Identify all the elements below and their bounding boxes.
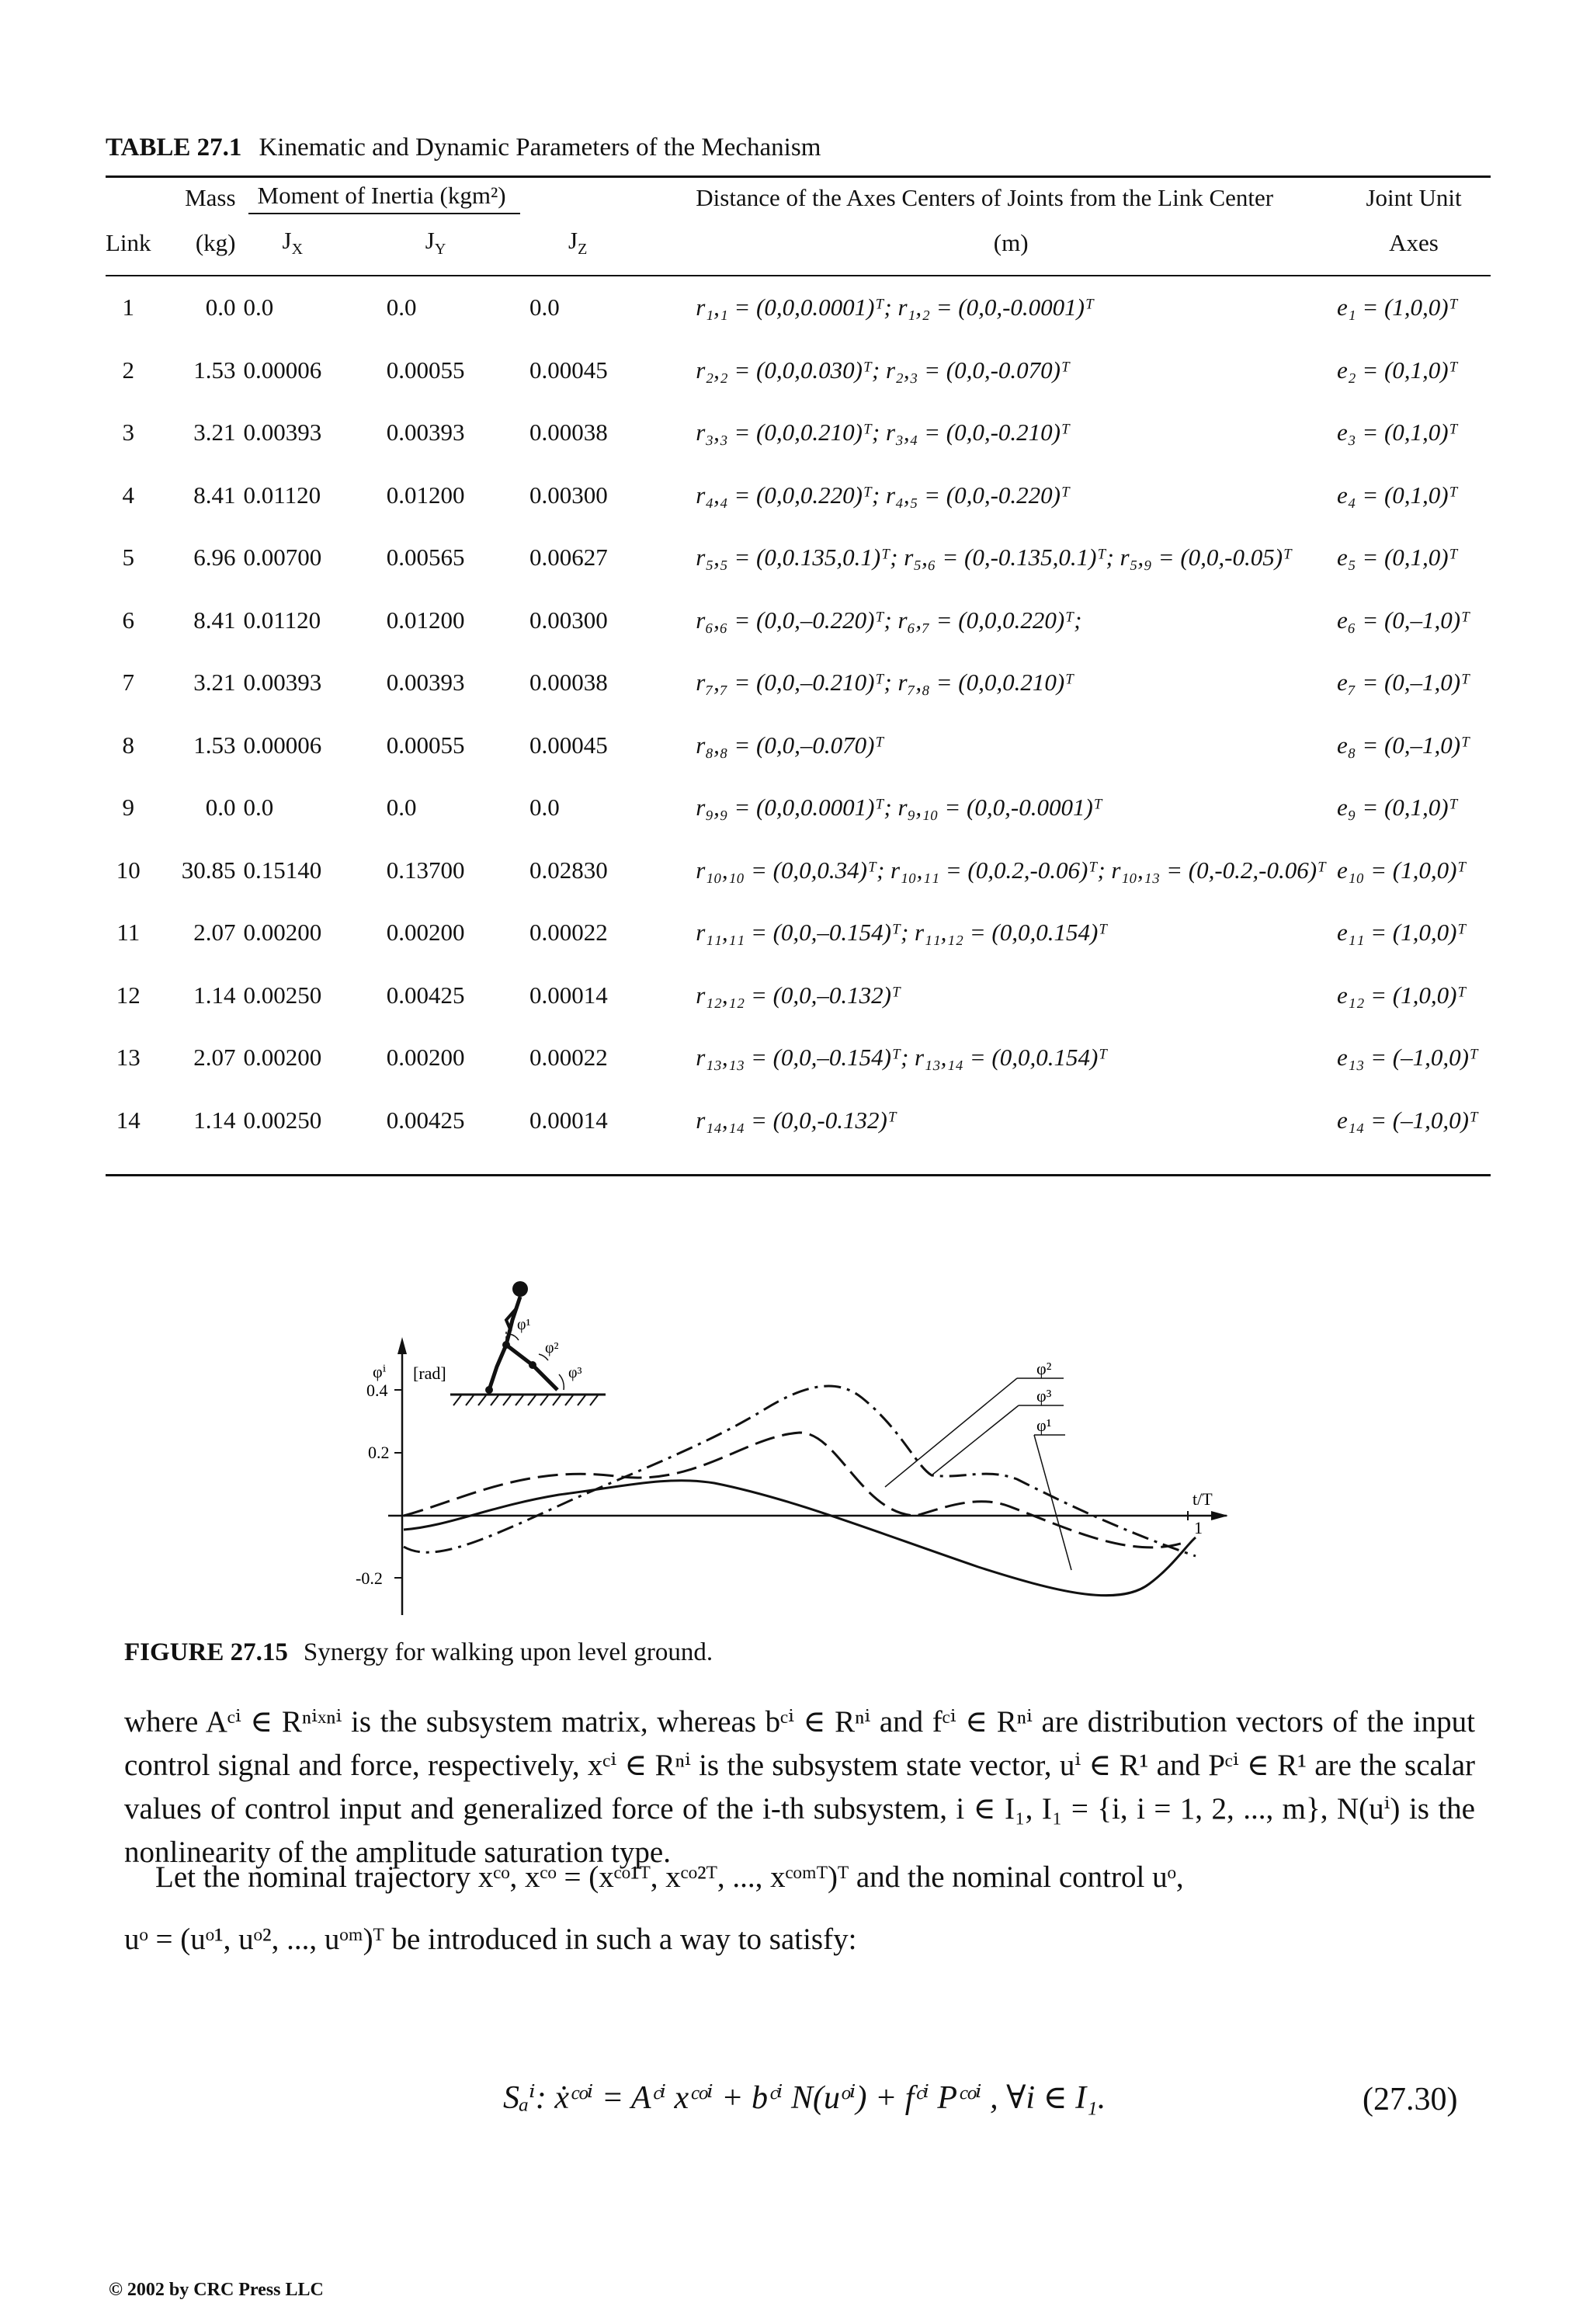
header-joint-unit: Joint Unit [1366, 184, 1462, 211]
header-distance: Distance of the Axes Centers of Joints from the Link Center [696, 184, 1274, 211]
jx-cell: 0.00006 [243, 731, 322, 759]
jz-cell: 0.02830 [529, 856, 608, 884]
header-jx: $J_X$ [282, 227, 304, 259]
link-cell: 4 [122, 481, 135, 509]
leader-phi3 [932, 1405, 1019, 1475]
curve-phi2 [404, 1386, 1196, 1556]
y-tick-label-04: 0.4 [366, 1381, 388, 1400]
header-distance-unit: (m) [993, 229, 1029, 256]
table-row [106, 526, 1491, 589]
mass-cell: 3.21 [193, 419, 236, 446]
axis-cell: e₆ = (0,–1,0)ᵀ [1337, 606, 1470, 634]
equation-27-30: Sₐⁱ: ẋᶜᵒⁱ = Aᶜⁱ xᶜᵒⁱ + bᶜⁱ N(uᵒⁱ) + fᶜⁱ Pᶜᵒⁱ , ∀i ∈ I₁. [503, 2080, 1106, 2116]
copyright-notice: © 2002 by CRC Press LLC [109, 2280, 324, 2300]
table-caption [106, 134, 821, 162]
mass-cell: 30.85 [181, 856, 236, 884]
link-cell: 13 [116, 1044, 141, 1072]
mass-cell: 3.21 [193, 669, 236, 697]
y-axis-label: φⁱ [373, 1362, 387, 1381]
y-axis-arrow [398, 1337, 407, 1354]
link-cell: 6 [122, 606, 135, 634]
table-row [106, 464, 1491, 527]
axis-cell: e₂ = (0,1,0)ᵀ [1337, 356, 1458, 384]
header-jy: $J_Y$ [425, 227, 446, 259]
mass-cell: 1.53 [193, 731, 236, 759]
mass-cell: 0.0 [205, 794, 236, 822]
jz-cell: 0.00038 [529, 669, 608, 697]
distance-cell: r₁₀,₁₀ = (0,0,0.34)ᵀ; r₁₀,₁₁ = (0,0.2,-0.06)ᵀ; r₁₀,₁₃ = (0,-0.2,-0.06)ᵀ [696, 856, 1327, 884]
inset-label-phi3: φ³ [568, 1364, 582, 1381]
mass-cell: 1.14 [193, 1106, 236, 1134]
jy-cell: 0.01200 [386, 606, 465, 634]
leader-phi2 [885, 1378, 1017, 1487]
jx-cell: 0.01120 [243, 606, 321, 634]
jz-cell: 0.00045 [529, 356, 608, 384]
jz-cell: 0.00022 [529, 919, 608, 947]
table-caption-text: Kinematic and Dynamic Parameters of the Mechanism [259, 134, 821, 162]
curve-label-phi2: φ² [1036, 1359, 1052, 1378]
jx-cell: 0.00200 [243, 919, 322, 947]
jx-cell: 0.15140 [243, 856, 322, 884]
link-cell: 7 [122, 669, 135, 697]
jz-cell: 0.0 [529, 794, 560, 822]
distance-cell: r₃,₃ = (0,0,0.210)ᵀ; r₃,₄ = (0,0,-0.210)ᵀ [696, 419, 1070, 446]
distance-cell: r₁,₁ = (0,0,0.0001)ᵀ; r₁,₂ = (0,0,-0.0001)ᵀ [696, 294, 1094, 321]
mass-cell: 8.41 [193, 606, 236, 634]
parameters-table [106, 175, 1491, 1152]
figure-caption-label: FIGURE 27.15 [124, 1638, 288, 1666]
table-bottom-rule [106, 1174, 1491, 1176]
table-row [106, 276, 1491, 339]
jz-cell: 0.0 [529, 294, 560, 321]
table-row [106, 901, 1491, 964]
table-row [106, 1027, 1491, 1089]
walking-synergy-figure [356, 1273, 1258, 1631]
jz-cell: 0.00014 [529, 981, 608, 1009]
header-moment-of-inertia: Moment of Inertia (kgm²) [248, 182, 520, 214]
jy-cell: 0.00200 [386, 919, 465, 947]
x-axis-arrow [1211, 1511, 1228, 1520]
mass-cell: 2.07 [193, 919, 236, 947]
distance-cell: r₉,₉ = (0,0,0.0001)ᵀ; r₉,₁₀ = (0,0,-0.0001)ᵀ [696, 794, 1102, 822]
jy-cell: 0.0 [386, 294, 417, 321]
axis-cell: e₁₂ = (1,0,0)ᵀ [1337, 981, 1467, 1009]
mass-cell: 2.07 [193, 1044, 236, 1072]
jy-cell: 0.00200 [386, 1044, 465, 1072]
header-link: Link [106, 229, 151, 256]
axis-cell: e₉ = (0,1,0)ᵀ [1337, 794, 1458, 822]
distance-cell: r₆,₆ = (0,0,–0.220)ᵀ; r₆,₇ = (0,0,0.220)ᵀ; [696, 606, 1082, 634]
jy-cell: 0.0 [386, 794, 417, 822]
jx-cell: 0.0 [243, 294, 274, 321]
axis-cell: e₁₀ = (1,0,0)ᵀ [1337, 856, 1467, 884]
y-tick-label-neg02: -0.2 [356, 1568, 383, 1588]
curve-label-phi3: φ³ [1036, 1386, 1052, 1405]
mass-cell: 1.53 [193, 356, 236, 384]
jx-cell: 0.01120 [243, 481, 321, 509]
table-row [106, 339, 1491, 402]
axis-cell: e₃ = (0,1,0)ᵀ [1337, 419, 1458, 446]
distance-cell: r₂,₂ = (0,0,0.030)ᵀ; r₂,₃ = (0,0,-0.070)ᵀ [696, 356, 1070, 384]
jz-cell: 0.00627 [529, 544, 608, 571]
inset-label-phi2: φ² [545, 1339, 559, 1357]
paragraph-nominal-trajectory: Let the nominal trajectory xᶜᵒ, xᶜᵒ = (xᶜᵒ¹ᵀ, xᶜᵒ²ᵀ, ..., xᶜᵒᵐᵀ)ᵀ and the nominal control uᵒ, [155, 1860, 1184, 1894]
table-caption-label: TABLE 27.1 [106, 134, 242, 162]
distance-cell: r₁₁,₁₁ = (0,0,–0.154)ᵀ; r₁₁,₁₂ = (0,0,0.154)ᵀ [696, 919, 1108, 947]
link-cell: 14 [116, 1106, 141, 1134]
link-cell: 1 [122, 294, 135, 321]
y-unit-label: [rad] [413, 1363, 446, 1383]
figure-caption [124, 1638, 713, 1667]
table-row [106, 964, 1491, 1027]
paragraph-where: where Aᶜⁱ ∈ Rⁿⁱˣⁿⁱ is the subsystem matrix, whereas bᶜⁱ ∈ Rⁿⁱ and fᶜⁱ ∈ Rⁿⁱ are distribution vectors of the input control signal and force, respectively, xᶜⁱ ∈ Rⁿⁱ is the subsystem state vector, uⁱ ∈ R¹ and Pᶜⁱ ∈ R¹ are the scalar values of control input and generalized force of the i-th subsystem, i ∈ I₁, I₁ = {i, i = 1, 2, ..., m}, N(uⁱ) is the nonlinearity of the amplitude saturation type. [124, 1705, 1475, 1869]
jx-cell: 0.00200 [243, 1044, 322, 1072]
distance-cell: r₇,₇ = (0,0,–0.210)ᵀ; r₇,₈ = (0,0,0.210)ᵀ [696, 669, 1074, 697]
y-tick-label-02: 0.2 [368, 1443, 390, 1462]
table-row [106, 401, 1491, 464]
mass-cell: 0.0 [205, 294, 236, 321]
table-row [106, 1089, 1491, 1152]
jy-cell: 0.13700 [386, 856, 465, 884]
link-cell: 2 [122, 356, 135, 384]
walker-head [512, 1281, 528, 1297]
table-row [106, 714, 1491, 777]
jy-cell: 0.01200 [386, 481, 465, 509]
jy-cell: 0.00425 [386, 1106, 465, 1134]
axis-cell: e₈ = (0,–1,0)ᵀ [1337, 731, 1470, 759]
curve-label-phi1: φ¹ [1036, 1416, 1052, 1435]
table-row [106, 589, 1491, 652]
distance-cell: r₁₃,₁₃ = (0,0,–0.154)ᵀ; r₁₃,₁₄ = (0,0,0.154)ᵀ [696, 1044, 1108, 1072]
jx-cell: 0.00250 [243, 981, 322, 1009]
figure-caption-text: Synergy for walking upon level ground. [303, 1638, 713, 1666]
header-axes: Axes [1389, 229, 1439, 256]
jy-cell: 0.00565 [386, 544, 465, 571]
paragraph-nominal-control: uᵒ = (uᵒ¹, uᵒ², ..., uᵒᵐ)ᵀ be introduced in such a way to satisfy: [124, 1923, 857, 1956]
distance-cell: r₈,₈ = (0,0,–0.070)ᵀ [696, 731, 884, 759]
walker-inset [450, 1281, 606, 1405]
mass-cell: 6.96 [193, 544, 236, 571]
link-cell: 8 [122, 731, 135, 759]
jz-cell: 0.00038 [529, 419, 608, 446]
header-jz: $J_Z$ [568, 227, 588, 259]
jx-cell: 0.00393 [243, 669, 322, 697]
jz-cell: 0.00014 [529, 1106, 608, 1134]
header-mass: Mass [185, 184, 236, 211]
jy-cell: 0.00425 [386, 981, 465, 1009]
link-cell: 11 [116, 919, 141, 947]
curve-phi3 [404, 1433, 1188, 1548]
jz-cell: 0.00045 [529, 731, 608, 759]
jz-cell: 0.00022 [529, 1044, 608, 1072]
axis-cell: e₄ = (0,1,0)ᵀ [1337, 481, 1458, 509]
axis-cell: e₁₃ = (–1,0,0)ᵀ [1337, 1044, 1478, 1072]
jx-cell: 0.00006 [243, 356, 322, 384]
axis-cell: e₅ = (0,1,0)ᵀ [1337, 544, 1458, 571]
jx-cell: 0.00250 [243, 1106, 322, 1134]
jy-cell: 0.00393 [386, 419, 465, 446]
axis-cell: e₁ = (1,0,0)ᵀ [1337, 294, 1458, 321]
jz-cell: 0.00300 [529, 606, 608, 634]
curve-phi1 [404, 1481, 1196, 1596]
equation-number: (27.30) [1363, 2082, 1458, 2117]
link-cell: 5 [122, 544, 135, 571]
link-cell: 10 [116, 856, 141, 884]
distance-cell: r₅,₅ = (0,0.135,0.1)ᵀ; r₅,₆ = (0,-0.135,0.1)ᵀ; r₅,₉ = (0,0,-0.05)ᵀ [696, 544, 1293, 571]
jy-cell: 0.00055 [386, 356, 465, 384]
axis-cell: e₁₁ = (1,0,0)ᵀ [1337, 919, 1467, 947]
jz-cell: 0.00300 [529, 481, 608, 509]
jx-cell: 0.0 [243, 794, 274, 822]
distance-cell: r₁₂,₁₂ = (0,0,–0.132)ᵀ [696, 981, 901, 1009]
mass-cell: 1.14 [193, 981, 236, 1009]
table-row [106, 651, 1491, 714]
x-axis-label: t/T [1192, 1489, 1213, 1509]
jy-cell: 0.00055 [386, 731, 465, 759]
mass-cell: 8.41 [193, 481, 236, 509]
table-row [106, 839, 1491, 902]
link-cell: 9 [122, 794, 135, 822]
header-mass-unit: (kg) [195, 229, 236, 256]
jy-cell: 0.00393 [386, 669, 465, 697]
jx-cell: 0.00700 [243, 544, 322, 571]
table-row [106, 776, 1491, 839]
jx-cell: 0.00393 [243, 419, 322, 446]
distance-cell: r₁₄,₁₄ = (0,0,-0.132)ᵀ [696, 1106, 897, 1134]
distance-cell: r₄,₄ = (0,0,0.220)ᵀ; r₄,₅ = (0,0,-0.220)ᵀ [696, 481, 1070, 509]
link-cell: 12 [116, 981, 141, 1009]
x-tick-label: 1 [1194, 1518, 1203, 1537]
inset-label-phi1: φ¹ [517, 1316, 531, 1333]
axis-cell: e₇ = (0,–1,0)ᵀ [1337, 669, 1470, 697]
axis-cell: e₁₄ = (–1,0,0)ᵀ [1337, 1106, 1478, 1134]
link-cell: 3 [122, 419, 135, 446]
